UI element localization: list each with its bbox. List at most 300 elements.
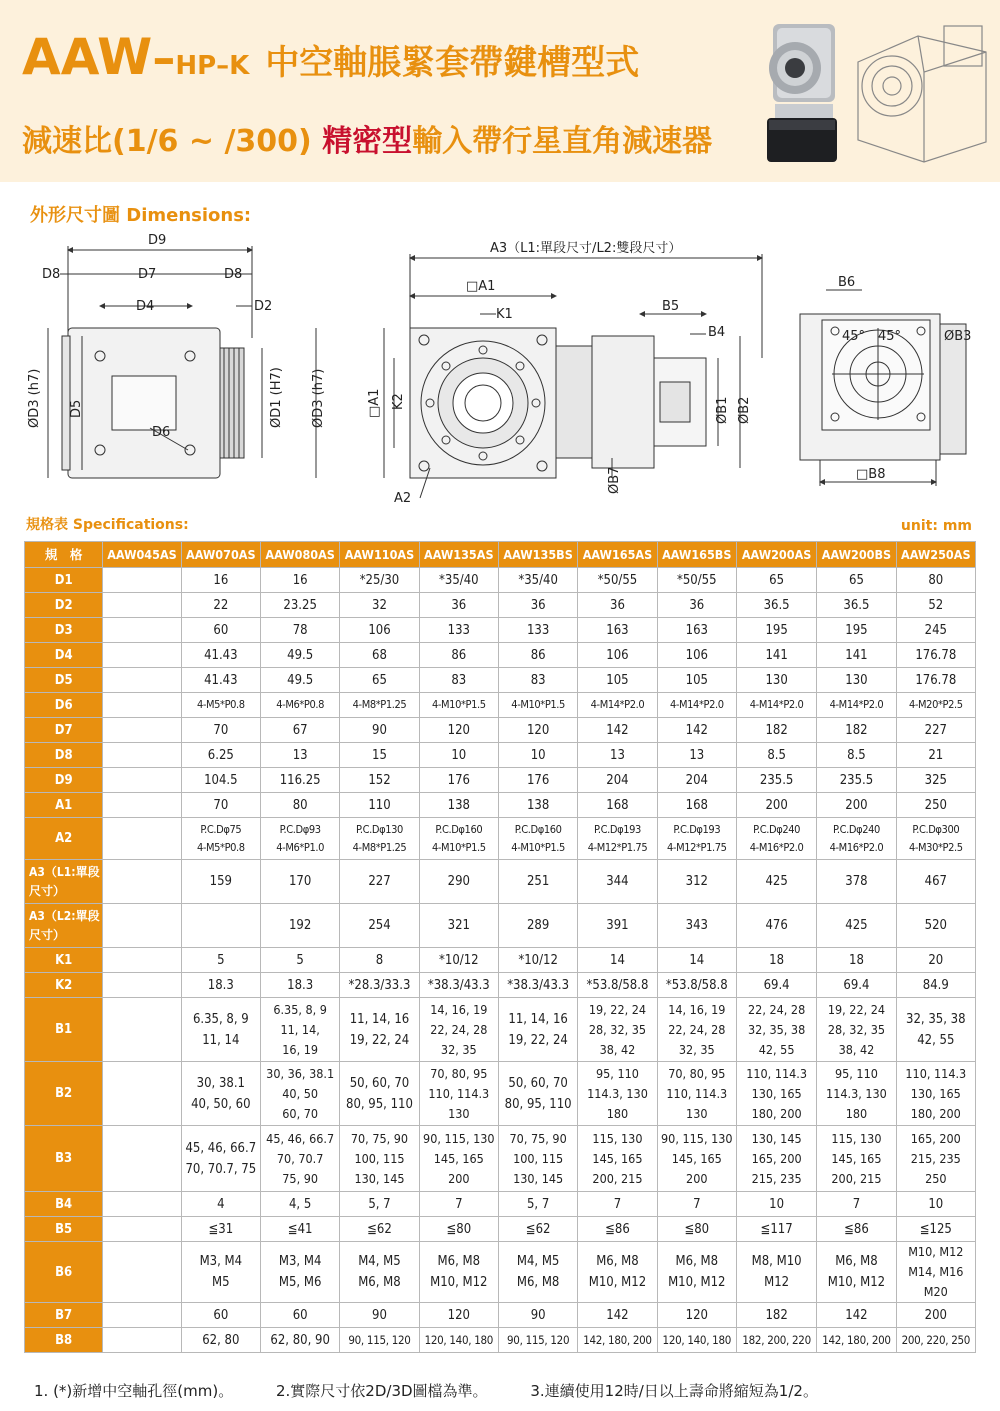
table-cell: M6, M8 M10, M12: [419, 1242, 498, 1303]
table-cell: *28.3/33.3: [340, 973, 419, 998]
table-cell: 90, 115, 120: [498, 1328, 577, 1353]
table-cell: 4-M10*P1.5: [419, 693, 498, 718]
table-cell: 14, 16, 19 22, 24, 28 32, 35: [657, 998, 736, 1062]
row-header: A3（L1:單段尺寸）: [25, 860, 103, 904]
table-cell: 325: [896, 768, 975, 793]
row-header: D3: [25, 618, 103, 643]
table-cell: *35/40: [419, 568, 498, 593]
table-cell: 192: [260, 904, 339, 948]
table-cell: 120: [657, 1303, 736, 1328]
table-cell: 120, 140, 180: [657, 1328, 736, 1353]
table-cell: 10: [896, 1192, 975, 1217]
table-cell: 344: [578, 860, 657, 904]
row-header: D7: [25, 718, 103, 743]
table-cell-empty: [103, 818, 181, 860]
table-cell: 80: [260, 793, 339, 818]
table-cell: 176: [498, 768, 577, 793]
table-cell: 68: [340, 643, 419, 668]
table-cell: 130: [736, 668, 816, 693]
table-cell: *25/30: [340, 568, 419, 593]
table-cell: 312: [657, 860, 736, 904]
table-cell: 115, 130 145, 165 200, 215: [817, 1126, 896, 1192]
label-angle: 45°: [842, 329, 866, 344]
table-cell: 8.5: [817, 743, 896, 768]
table-cell: 289: [498, 904, 577, 948]
table-cell: 176: [419, 768, 498, 793]
table-cell: 60: [181, 1303, 260, 1328]
label-d7: D7: [138, 267, 157, 282]
table-cell: 200: [896, 1303, 975, 1328]
table-cell: 16: [181, 568, 260, 593]
table-cell: *50/55: [657, 568, 736, 593]
table-cell: 165, 200 215, 235 250: [896, 1126, 975, 1192]
table-cell: P.C.Dφ193 4-M12*P1.75: [578, 818, 657, 860]
table-cell: 130: [817, 668, 896, 693]
column-header: AAW135BS: [498, 542, 577, 568]
table-cell: 70, 80, 95 110, 114.3 130: [419, 1062, 498, 1126]
table-cell: 321: [419, 904, 498, 948]
table-cell: P.C.Dφ300 4-M30*P2.5: [896, 818, 975, 860]
table-cell-empty: [103, 1062, 181, 1126]
table-cell-empty: [103, 1217, 181, 1242]
table-cell: M6, M8 M10, M12: [817, 1242, 896, 1303]
table-row: [25, 1217, 976, 1242]
table-cell: 467: [896, 860, 975, 904]
table-cell-empty: [103, 1242, 181, 1303]
table-cell: 141: [736, 643, 816, 668]
table-cell: 90: [498, 1303, 577, 1328]
table-cell: 8: [340, 948, 419, 973]
column-header: AAW110AS: [340, 542, 419, 568]
table-cell: 182: [817, 718, 896, 743]
table-cell: *38.3/43.3: [498, 973, 577, 998]
footnotes: [34, 1380, 856, 1401]
table-cell: 245: [896, 618, 975, 643]
table-cell: 69.4: [736, 973, 816, 998]
row-header: B6: [25, 1242, 103, 1303]
table-row: [25, 904, 976, 948]
label-b1: ØB1: [715, 396, 730, 424]
table-cell-empty: [103, 668, 181, 693]
table-cell: 95, 110 114.3, 130 180: [817, 1062, 896, 1126]
table-cell: 133: [498, 618, 577, 643]
table-cell: 4-M8*P1.25: [340, 693, 419, 718]
unit-label: unit: mm: [900, 518, 972, 534]
table-cell: 176.78: [896, 668, 975, 693]
table-cell: *50/55: [578, 568, 657, 593]
table-cell: 138: [498, 793, 577, 818]
table-cell: 5: [181, 948, 260, 973]
table-cell: 65: [817, 568, 896, 593]
table-cell: 195: [736, 618, 816, 643]
table-cell: 50, 60, 70 80, 95, 110: [340, 1062, 419, 1126]
table-cell: 104.5: [181, 768, 260, 793]
table-cell: 4: [181, 1192, 260, 1217]
label-d3: ØD3 (h7): [27, 368, 42, 428]
table-cell: P.C.Dφ160 4-M10*P1.5: [419, 818, 498, 860]
table-cell: 391: [578, 904, 657, 948]
table-cell: 4-M14*P2.0: [657, 693, 736, 718]
label-d5: D5: [69, 399, 84, 418]
table-cell: 168: [578, 793, 657, 818]
table-cell: 60: [260, 1303, 339, 1328]
row-header: D5: [25, 668, 103, 693]
table-cell: 5: [260, 948, 339, 973]
table-cell: 36: [578, 593, 657, 618]
table-cell: ≦86: [578, 1217, 657, 1242]
subtitle-precision: 精密型: [322, 124, 413, 159]
table-cell: 254: [340, 904, 419, 948]
table-cell: 195: [817, 618, 896, 643]
label-a1: □A1: [466, 279, 496, 294]
table-cell: 5, 7: [340, 1192, 419, 1217]
table-cell-empty: [103, 1126, 181, 1192]
row-header: D6: [25, 693, 103, 718]
table-cell: M10, M12 M14, M16 M20: [896, 1242, 975, 1303]
table-cell: 32: [340, 593, 419, 618]
column-header: AAW250AS: [896, 542, 975, 568]
table-cell: 90, 115, 120: [340, 1328, 419, 1353]
table-cell: 13: [657, 743, 736, 768]
label-a1: □A1: [367, 388, 382, 418]
table-cell: 4-M14*P2.0: [736, 693, 816, 718]
table-cell-empty: [103, 643, 181, 668]
subtitle-desc: 輸入帶行星直角減速器: [412, 124, 713, 159]
label-b6: B6: [838, 275, 856, 290]
table-row: [25, 568, 976, 593]
footnote-1: 1. (*)新增中空軸孔徑(mm)。: [34, 1382, 234, 1400]
table-cell-empty: [103, 618, 181, 643]
table-cell: 10: [419, 743, 498, 768]
table-cell: *10/12: [498, 948, 577, 973]
table-cell-empty: [103, 973, 181, 998]
label-d8: D8: [42, 267, 61, 282]
spec-table: [24, 541, 976, 1353]
table-cell: 22, 24, 28 32, 35, 38 42, 55: [736, 998, 816, 1062]
table-cell: 90, 115, 130 145, 165 200: [657, 1126, 736, 1192]
table-cell: 110, 114.3 130, 165 180, 200: [736, 1062, 816, 1126]
table-cell: M8, M10 M12: [736, 1242, 816, 1303]
table-cell-empty: [103, 593, 181, 618]
label-b2: ØB2: [737, 396, 752, 424]
table-cell: P.C.Dφ75 4-M5*P0.8: [181, 818, 260, 860]
table-cell-empty: [103, 568, 181, 593]
table-cell: 86: [419, 643, 498, 668]
table-cell-empty: [103, 718, 181, 743]
row-header: A2: [25, 818, 103, 860]
footnote-3: 3.連續使用12時/日以上壽命將縮短為1/2。: [530, 1382, 818, 1400]
label-a2: A2: [394, 491, 412, 506]
table-cell-empty: [103, 1303, 181, 1328]
table-cell: 142: [578, 1303, 657, 1328]
table-cell: 7: [578, 1192, 657, 1217]
table-cell: 11, 14, 16 19, 22, 24: [498, 998, 577, 1062]
table-cell: P.C.Dφ130 4-M8*P1.25: [340, 818, 419, 860]
table-cell: 70, 75, 90 100, 115 130, 145: [498, 1126, 577, 1192]
table-cell: 36: [657, 593, 736, 618]
table-cell: 105: [578, 668, 657, 693]
table-cell: *38.3/43.3: [419, 973, 498, 998]
table-row: [25, 818, 976, 860]
table-cell: 138: [419, 793, 498, 818]
label-d6: D6: [152, 425, 171, 440]
table-cell: 251: [498, 860, 577, 904]
table-cell: 95, 110 114.3, 130 180: [578, 1062, 657, 1126]
table-cell: ≦80: [657, 1217, 736, 1242]
table-cell-empty: [103, 743, 181, 768]
table-cell: 86: [498, 643, 577, 668]
table-cell: 204: [578, 768, 657, 793]
table-cell: 62, 80: [181, 1328, 260, 1353]
table-cell-empty: [103, 693, 181, 718]
table-cell: 84.9: [896, 973, 975, 998]
table-cell: 7: [419, 1192, 498, 1217]
table-cell: 90: [340, 1303, 419, 1328]
title-k: K: [229, 51, 250, 81]
row-header: A3（L2:單段尺寸）: [25, 904, 103, 948]
table-cell-empty: [103, 1328, 181, 1353]
label-b3: ØB3: [944, 329, 972, 344]
table-cell: 133: [419, 618, 498, 643]
table-cell: 227: [896, 718, 975, 743]
table-cell: 200: [736, 793, 816, 818]
table-cell: 227: [340, 860, 419, 904]
table-cell: 142: [578, 718, 657, 743]
table-cell: P.C.Dφ193 4-M12*P1.75: [657, 818, 736, 860]
table-cell: 130, 145 165, 200 215, 235: [736, 1126, 816, 1192]
table-cell: 60: [181, 618, 260, 643]
table-cell: 14: [657, 948, 736, 973]
table-cell: 6.25: [181, 743, 260, 768]
table-cell: 49.5: [260, 643, 339, 668]
table-cell: 11, 14, 16 19, 22, 24: [340, 998, 419, 1062]
table-cell: 18.3: [181, 973, 260, 998]
table-cell: 425: [736, 860, 816, 904]
page-title: [22, 28, 639, 86]
table-row: [25, 1062, 976, 1126]
table-cell: 45, 46, 66.7 70, 70.7 75, 90: [260, 1126, 339, 1192]
subtitle-ratio: 減速比(1/6 ~ /300): [22, 124, 312, 159]
title-dash: –: [216, 51, 230, 81]
table-cell: 168: [657, 793, 736, 818]
table-cell: M6, M8 M10, M12: [578, 1242, 657, 1303]
table-cell: 200: [817, 793, 896, 818]
table-cell: 163: [657, 618, 736, 643]
table-cell: 6.35, 8, 9 11, 14: [181, 998, 260, 1062]
table-row: [25, 860, 976, 904]
table-cell: M4, M5 M6, M8: [498, 1242, 577, 1303]
table-cell: ≦80: [419, 1217, 498, 1242]
table-row: [25, 768, 976, 793]
specifications-title: 規格表 Specifications:: [26, 517, 189, 533]
table-cell: 78: [260, 618, 339, 643]
table-cell: 425: [817, 904, 896, 948]
row-header: D1: [25, 568, 103, 593]
table-cell: 41.43: [181, 643, 260, 668]
row-header: B7: [25, 1303, 103, 1328]
table-cell: P.C.Dφ160 4-M10*P1.5: [498, 818, 577, 860]
page-subtitle: [22, 116, 712, 160]
table-header-row: [25, 542, 976, 568]
table-row: [25, 718, 976, 743]
table-cell: 19, 22, 24 28, 32, 35 38, 42: [578, 998, 657, 1062]
row-header: D8: [25, 743, 103, 768]
table-cell: 110, 114.3 130, 165 180, 200: [896, 1062, 975, 1126]
table-cell: ≦31: [181, 1217, 260, 1242]
table-cell: 18.3: [260, 973, 339, 998]
table-cell: 67: [260, 718, 339, 743]
table-cell: 7: [657, 1192, 736, 1217]
table-cell: 290: [419, 860, 498, 904]
table-cell: 10: [736, 1192, 816, 1217]
table-row: [25, 668, 976, 693]
table-cell: 65: [736, 568, 816, 593]
table-cell: 13: [260, 743, 339, 768]
table-cell: 36: [419, 593, 498, 618]
table-cell: 69.4: [817, 973, 896, 998]
table-body: [25, 568, 976, 1353]
table-cell: 182, 200, 220: [736, 1328, 816, 1353]
row-header: B1: [25, 998, 103, 1062]
table-cell: 18: [736, 948, 816, 973]
table-row: [25, 948, 976, 973]
table-cell: 116.25: [260, 768, 339, 793]
label-b4: B4: [708, 325, 726, 340]
column-header: AAW200AS: [736, 542, 816, 568]
table-cell: 90, 115, 130 145, 165 200: [419, 1126, 498, 1192]
table-cell: 13: [578, 743, 657, 768]
table-cell: M3, M4 M5: [181, 1242, 260, 1303]
table-corner: 規 格: [25, 542, 103, 568]
table-row: [25, 618, 976, 643]
label-a3: A3（L1:單段尺寸/L2:雙段尺寸）: [490, 241, 682, 256]
table-row: [25, 1242, 976, 1303]
table-cell: 142, 180, 200: [578, 1328, 657, 1353]
table-cell: 14: [578, 948, 657, 973]
table-cell: *53.8/58.8: [657, 973, 736, 998]
table-cell: 23.25: [260, 593, 339, 618]
title-hp: HP: [175, 51, 217, 81]
row-header: K2: [25, 973, 103, 998]
table-cell: 4-M20*P2.5: [896, 693, 975, 718]
table-cell: 106: [340, 618, 419, 643]
column-header: AAW080AS: [260, 542, 339, 568]
table-cell: 120: [419, 718, 498, 743]
footnote-2: 2.實際尺寸依2D/3D圖檔為準。: [276, 1382, 488, 1400]
table-cell: 4-M6*P0.8: [260, 693, 339, 718]
table-cell: 120, 140, 180: [419, 1328, 498, 1353]
table-cell: 36: [498, 593, 577, 618]
table-row: [25, 1328, 976, 1353]
table-cell: 106: [657, 643, 736, 668]
table-cell: 4-M10*P1.5: [498, 693, 577, 718]
table-cell: 18: [817, 948, 896, 973]
label-angle: 45°: [878, 329, 902, 344]
table-cell: 8.5: [736, 743, 816, 768]
table-cell: 83: [498, 668, 577, 693]
label-d1: ØD1 (H7): [269, 367, 284, 428]
table-cell-empty: [103, 998, 181, 1062]
table-cell: 19, 22, 24 28, 32, 35 38, 42: [817, 998, 896, 1062]
table-cell: 105: [657, 668, 736, 693]
table-cell: 176.78: [896, 643, 975, 668]
table-cell: 45, 46, 66.7 70, 70.7, 75: [181, 1126, 260, 1192]
table-cell: 204: [657, 768, 736, 793]
label-b8: □B8: [856, 467, 886, 482]
label-k2: K2: [391, 393, 406, 410]
table-cell-empty: [103, 793, 181, 818]
table-cell: *10/12: [419, 948, 498, 973]
label-k1: K1: [496, 307, 513, 322]
table-cell: 41.43: [181, 668, 260, 693]
table-row: [25, 593, 976, 618]
table-row: [25, 973, 976, 998]
table-cell: 15: [340, 743, 419, 768]
table-cell: 343: [657, 904, 736, 948]
table-cell: 36.5: [817, 593, 896, 618]
table-cell-empty: [103, 768, 181, 793]
table-cell-empty: [103, 904, 181, 948]
product-line-drawing: [848, 22, 996, 168]
table-cell: ≦86: [817, 1217, 896, 1242]
table-cell-empty: [103, 860, 181, 904]
table-cell: 120: [498, 718, 577, 743]
table-cell: 110: [340, 793, 419, 818]
table-cell: 36.5: [736, 593, 816, 618]
table-cell: 10: [498, 743, 577, 768]
row-header: A1: [25, 793, 103, 818]
table-cell: ≦41: [260, 1217, 339, 1242]
dimension-drawing: [0, 228, 1000, 510]
table-cell: 200, 220, 250: [896, 1328, 975, 1353]
table-cell: 14, 16, 19 22, 24, 28 32, 35: [419, 998, 498, 1062]
table-cell: 62, 80, 90: [260, 1328, 339, 1353]
table-cell: 70: [181, 793, 260, 818]
label-d2: D2: [254, 299, 273, 314]
table-cell: 4-M5*P0.8: [181, 693, 260, 718]
table-cell: 16: [260, 568, 339, 593]
row-header: D4: [25, 643, 103, 668]
row-header: B5: [25, 1217, 103, 1242]
table-cell-empty: [103, 948, 181, 973]
table-cell: 30, 36, 38.1 40, 50 60, 70: [260, 1062, 339, 1126]
column-header: AAW200BS: [817, 542, 896, 568]
row-header: K1: [25, 948, 103, 973]
table-row: [25, 693, 976, 718]
table-cell: P.C.Dφ240 4-M16*P2.0: [736, 818, 816, 860]
table-cell: 182: [736, 718, 816, 743]
table-cell: 20: [896, 948, 975, 973]
table-row: [25, 998, 976, 1062]
table-cell: M3, M4 M5, M6: [260, 1242, 339, 1303]
table-cell: 520: [896, 904, 975, 948]
table-cell: 235.5: [817, 768, 896, 793]
table-cell: 83: [419, 668, 498, 693]
table-cell: 21: [896, 743, 975, 768]
table-cell: 142: [657, 718, 736, 743]
table-cell: P.C.Dφ93 4-M6*P1.0: [260, 818, 339, 860]
table-cell: 70: [181, 718, 260, 743]
table-cell: 163: [578, 618, 657, 643]
column-header: AAW070AS: [181, 542, 260, 568]
table-cell: [181, 904, 260, 948]
table-row: [25, 743, 976, 768]
table-cell: 142: [817, 1303, 896, 1328]
table-cell: 120: [419, 1303, 498, 1328]
table-cell: 6.35, 8, 9 11, 14, 16, 19: [260, 998, 339, 1062]
table-cell: ≦62: [340, 1217, 419, 1242]
table-cell: 32, 35, 38 42, 55: [896, 998, 975, 1062]
